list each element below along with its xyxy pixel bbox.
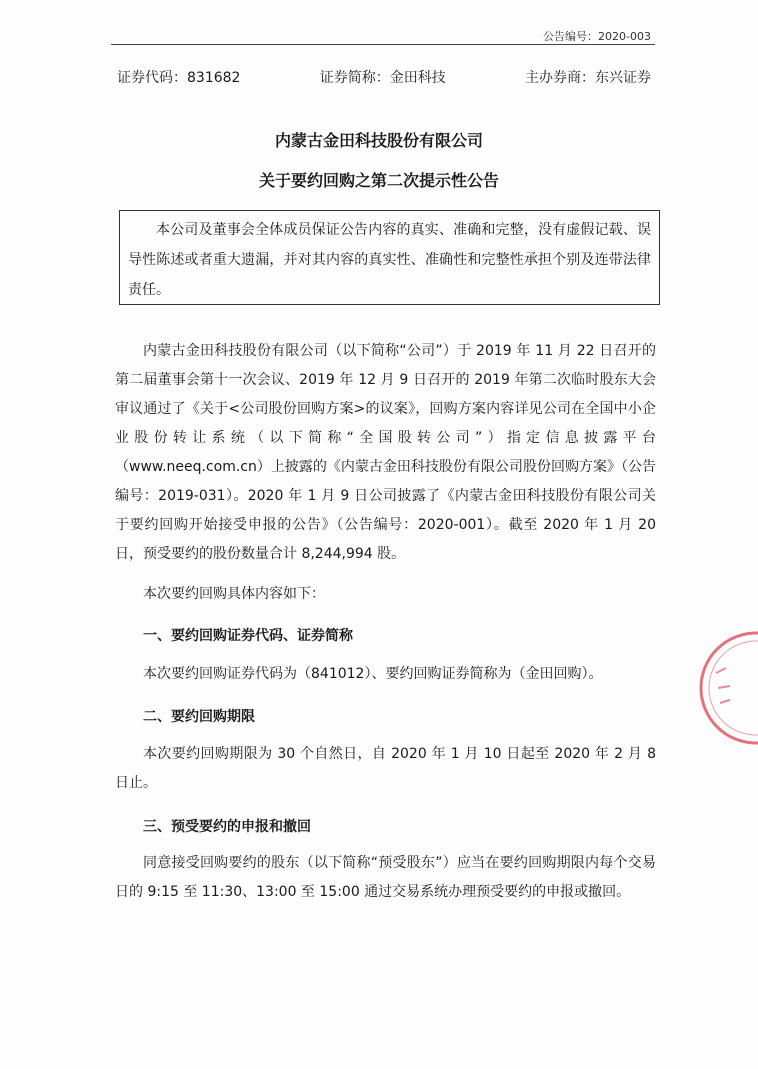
board-guarantee-box: 本公司及董事会全体成员保证公告内容的真实、准确和完整，没有虚假记载、误导性陈述或者重大遗漏，并对其内容的真实性、准确性和完整性承担个别及连带法律责任。 bbox=[119, 210, 660, 305]
section-heading-2: 二、要约回购期限 bbox=[143, 709, 255, 725]
company-seal-stamp-icon bbox=[696, 628, 758, 748]
body-paragraph-intro: 内蒙古金田科技股份有限公司（以下简称“公司”）于 2019 年 11 月 22 日召开的第二届董事会第十一次会议、2019 年 12 月 9 日召开的 2019 年第二次临时股东大会审议通过了《关于<公司股份回购方案>的议案》，回购方案内容详见公司在全国中小企业股份转让系统（以下简称“全国股转公司”）指定信息披露平台（www.neeq.com.cn）上披露的《内蒙古金田科技股份有限公司股份回购方案》（公告编号：2019-031）。2020 年 1 月 9 日公司披露了《内蒙古金田科技股份有限公司关于要约回购开始接受申报的公告》（公告编号：2020-001）。截至 2020 年 1 月 20 日，预受要约的股份数量合计 8,244,994 股。 bbox=[115, 343, 656, 562]
sponsor-broker: 主办券商：东兴证券 bbox=[524, 70, 651, 86]
section-text-3: 同意接受回购要约的股东（以下简称“预受股东”）应当在要约回购期限内每个交易日的 9:15 至 11:30、13:00 至 15:00 通过交易系统办理预受要约的申报或撤回。 bbox=[115, 855, 656, 900]
announcement-title: 关于要约回购之第二次提示性公告 bbox=[258, 171, 499, 190]
section-text-2: 本次要约回购期限为 30 个自然日，自 2020 年 1 月 10 日起至 2020 年 2 月 8 日止。 bbox=[115, 746, 656, 791]
section-heading-1: 一、要约回购证券代码、证券简称 bbox=[143, 628, 353, 644]
body-paragraph-lead: 本次要约回购具体内容如下： bbox=[143, 586, 325, 602]
company-title: 内蒙古金田科技股份有限公司 bbox=[274, 131, 483, 150]
header-divider bbox=[111, 44, 655, 45]
notice-number: 公告编号：2020-003 bbox=[543, 30, 651, 43]
security-code: 证券代码：831682 bbox=[117, 70, 241, 86]
section-heading-3: 三、预受要约的申报和撤回 bbox=[143, 819, 311, 835]
security-info-row bbox=[117, 67, 651, 87]
security-short-name: 证券简称：金田科技 bbox=[319, 70, 446, 86]
section-text-1: 本次要约回购证券代码为（841012）、要约回购证券简称为（金田回购）。 bbox=[143, 666, 603, 682]
